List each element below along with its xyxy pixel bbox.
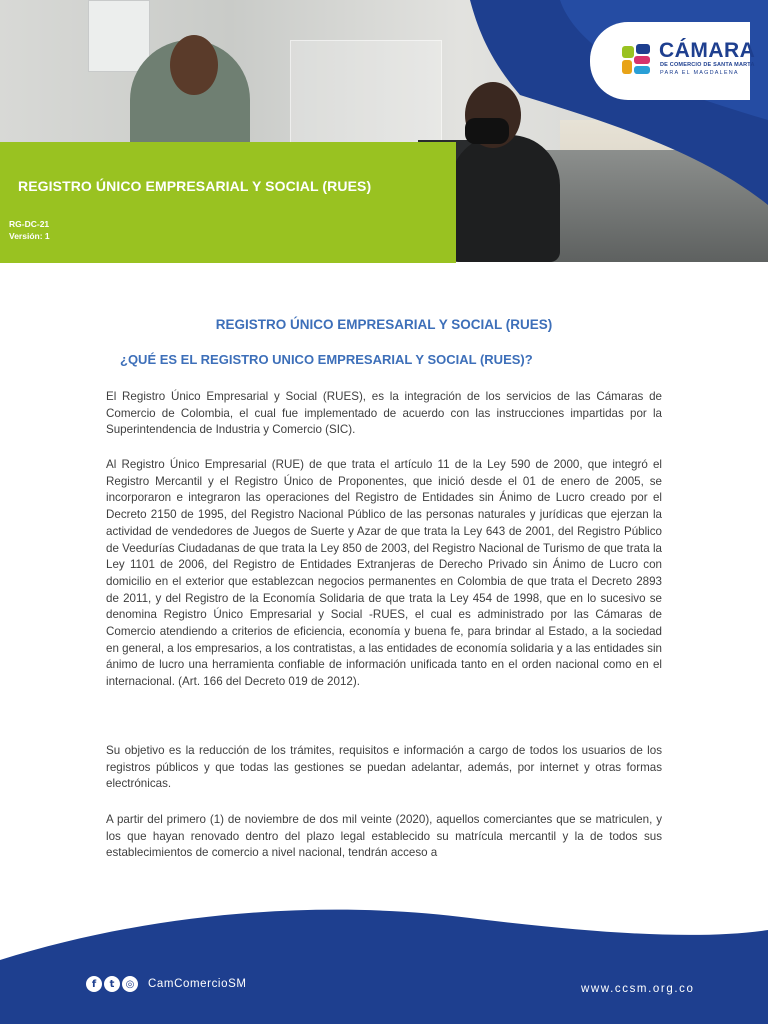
logo-wordmark: CÁMARA	[659, 39, 756, 62]
instagram-icon[interactable]: ◎	[122, 976, 138, 992]
document-title: REGISTRO ÚNICO EMPRESARIAL Y SOCIAL (RUES)	[215, 317, 553, 332]
document-version: Versión: 1	[9, 231, 50, 241]
document-code	[9, 218, 50, 242]
footer-wave	[0, 900, 768, 1024]
social-handle[interactable]: CamComercioSM	[148, 978, 247, 990]
camara-logo-icon	[620, 42, 654, 76]
paragraph-2: Al Registro Único Empresarial (RUE) de que trata el artículo 11 de la Ley 590 de 2000, que integró el Registro Mercantil y el Registro Único de Proponentes, que inició desde el 01 de enero de 2005, se incorporaron e integraron las operaciones del Registro de Entidades sin Ánimo de Lucro creado por el Decreto 2150 de 1995, del Registro Nacional Público de las personas naturales y jurídicas que ejerzan la actividad de vendedores de Juegos de Suerte y Azar de que trata la Ley 643 de 2001, del Registro Público de Veedurías Ciudadanas de que trata la Ley 850 de 2003, del Registro Nacional de Turismo de que trata la Ley 1101 de 2006, del Registro de Entidades Extranjeras de Derecho Privado sin Ánimo de Lucro con domicilio en el exterior que establezcan negocios permanentes en Colombia de que trata el Decreto 2893 de 2011, y del Registro de la Economía Solidaria de que trata la Ley 454 de 1998, que en lo sucesivo se denomina Registro Único Empresarial y Social -RUES, el cual es administrado por las Cámaras de Comercio atendiendo a criterios de eficiencia, economía y buena fe, para brindar al Estado, a la sociedad en general, a los empresarios, a los contratistas, a las entidades de economía solidaria y a las entidades sin ánimo de lucro una herramienta confiable de información unificada tanto en el orden nacional como en el internacional. (Art. 166 del Decreto 019 de 2012).	[106, 458, 662, 689]
twitter-icon[interactable]: t	[104, 976, 120, 992]
website-link[interactable]: www.ccsm.org.co	[581, 983, 695, 995]
facebook-icon[interactable]: f	[86, 976, 102, 992]
social-icons	[86, 976, 138, 992]
logo-subtitle: DE COMERCIO DE SANTA MARTA	[660, 62, 755, 68]
paragraph-3: Su objetivo es la reducción de los trámites, requisitos e información a cargo de todos los usuarios de los registros públicos y que todas las gestiones se puedan adelantar, además, por internet y otras formas electrónicas.	[106, 744, 662, 791]
title-band	[0, 142, 456, 263]
section-title: ¿QUÉ ES EL REGISTRO UNICO EMPRESARIAL Y SOCIAL (RUES)?	[120, 352, 533, 367]
document-code-number: RG-DC-21	[9, 219, 50, 229]
header-title: REGISTRO ÚNICO EMPRESARIAL Y SOCIAL (RUES)	[18, 178, 372, 194]
logo-tagline: PARA EL MAGDALENA	[660, 70, 739, 76]
paragraph-4: A partir del primero (1) de noviembre de dos mil veinte (2020), aquellos comerciantes que se matriculen, y los que hayan renovado dentro del plazo legal establecido su matrícula mercantil y la de todos sus establecimientos de comercio a nivel nacional, tendrán acceso a	[106, 813, 662, 860]
paragraph-1: El Registro Único Empresarial y Social (RUES), es la integración de los servicios de las Cámaras de Comercio de Colombia, el cual fue implementado de acuerdo con las instrucciones impartidas por la Superintendencia de Industria y Comercio (SIC).	[106, 390, 662, 437]
